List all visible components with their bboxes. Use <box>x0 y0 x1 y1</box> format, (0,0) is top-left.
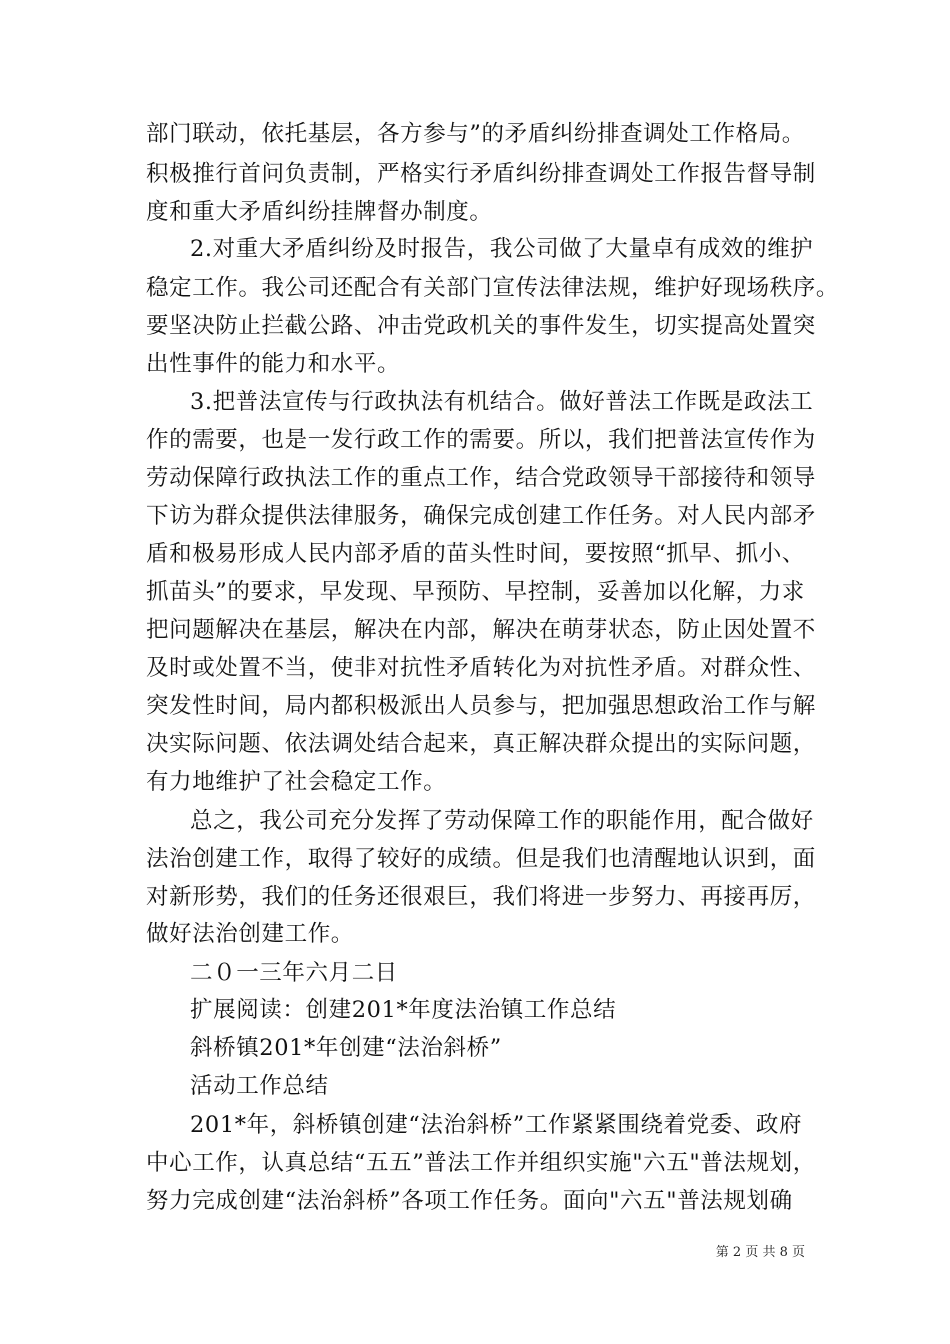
text-line: 要坚决防止拦截公路、冲击党政机关的事件发生，切实提高处置突 <box>146 313 816 339</box>
section-subtitle: 活动工作总结 <box>190 1073 329 1099</box>
extended-reading-line: 扩展阅读：创建201*年度法治镇工作总结 <box>190 997 617 1023</box>
text-line: 积极推行首问负责制，严格实行矛盾纠纷排查调处工作报告督导制 <box>146 161 816 187</box>
text-line: 201*年，斜桥镇创建“法治斜桥”工作紧紧围绕着党委、政府 <box>190 1112 803 1138</box>
text-line: 努力完成创建“法治斜桥”各项工作任务。面向"六五"普法规划确 <box>146 1188 793 1214</box>
text-line: 3.把普法宣传与行政执法有机结合。做好普法工作既是政法工 <box>190 389 814 415</box>
text-line: 决实际问题、依法调处结合起来，真正解决群众提出的实际问题， <box>146 731 816 757</box>
date-line: 二０一三年六月二日 <box>190 960 398 986</box>
text-line: 有力地维护了社会稳定工作。 <box>146 769 447 795</box>
text-line: 作的需要，也是一发行政工作的需要。所以，我们把普法宣传作为 <box>146 427 816 453</box>
text-line: 度和重大矛盾纠纷挂牌督办制度。 <box>146 199 493 225</box>
text-line: 抓苗头”的要求，早发现、早预防、早控制，妥善加以化解，力求 <box>146 579 805 605</box>
text-line: 做好法治创建工作。 <box>146 921 354 947</box>
text-line: 中心工作，认真总结“五五”普法工作并组织实施"六五"普法规划， <box>146 1150 816 1176</box>
text-line: 及时或处置不当，使非对抗性矛盾转化为对抗性矛盾。对群众性、 <box>146 655 816 681</box>
text-line: 部门联动，依托基层，各方参与”的矛盾纠纷排查调处工作格局。 <box>146 121 805 147</box>
text-line: 把问题解决在基层，解决在内部，解决在萌芽状态，防止因处置不 <box>146 617 816 643</box>
text-line: 下访为群众提供法律服务，确保完成创建工作任务。对人民内部矛 <box>146 503 816 529</box>
text-line: 法治创建工作，取得了较好的成绩。但是我们也清醒地认识到，面 <box>146 846 816 872</box>
text-line: 盾和极易形成人民内部矛盾的苗头性时间，要按照“抓早、抓小、 <box>146 541 805 567</box>
text-line: 对新形势，我们的任务还很艰巨，我们将进一步努力、再接再厉， <box>146 884 816 910</box>
text-line: 稳定工作。我公司还配合有关部门宣传法律法规，维护好现场秩序。 <box>146 275 840 301</box>
section-title: 斜桥镇201*年创建“法治斜桥” <box>190 1035 502 1061</box>
text-line: 劳动保障行政执法工作的重点工作，结合党政领导干部接待和领导 <box>146 465 816 491</box>
text-line: 突发性时间，局内都积极派出人员参与，把加强思想政治工作与解 <box>146 693 816 719</box>
text-line: 出性事件的能力和水平。 <box>146 351 401 377</box>
text-line: 总之，我公司充分发挥了劳动保障工作的职能作用，配合做好 <box>190 808 814 834</box>
text-line: 2.对重大矛盾纠纷及时报告，我公司做了大量卓有成效的维护 <box>190 236 814 262</box>
page-number: 第 2 页 共 8 页 <box>715 1245 805 1260</box>
